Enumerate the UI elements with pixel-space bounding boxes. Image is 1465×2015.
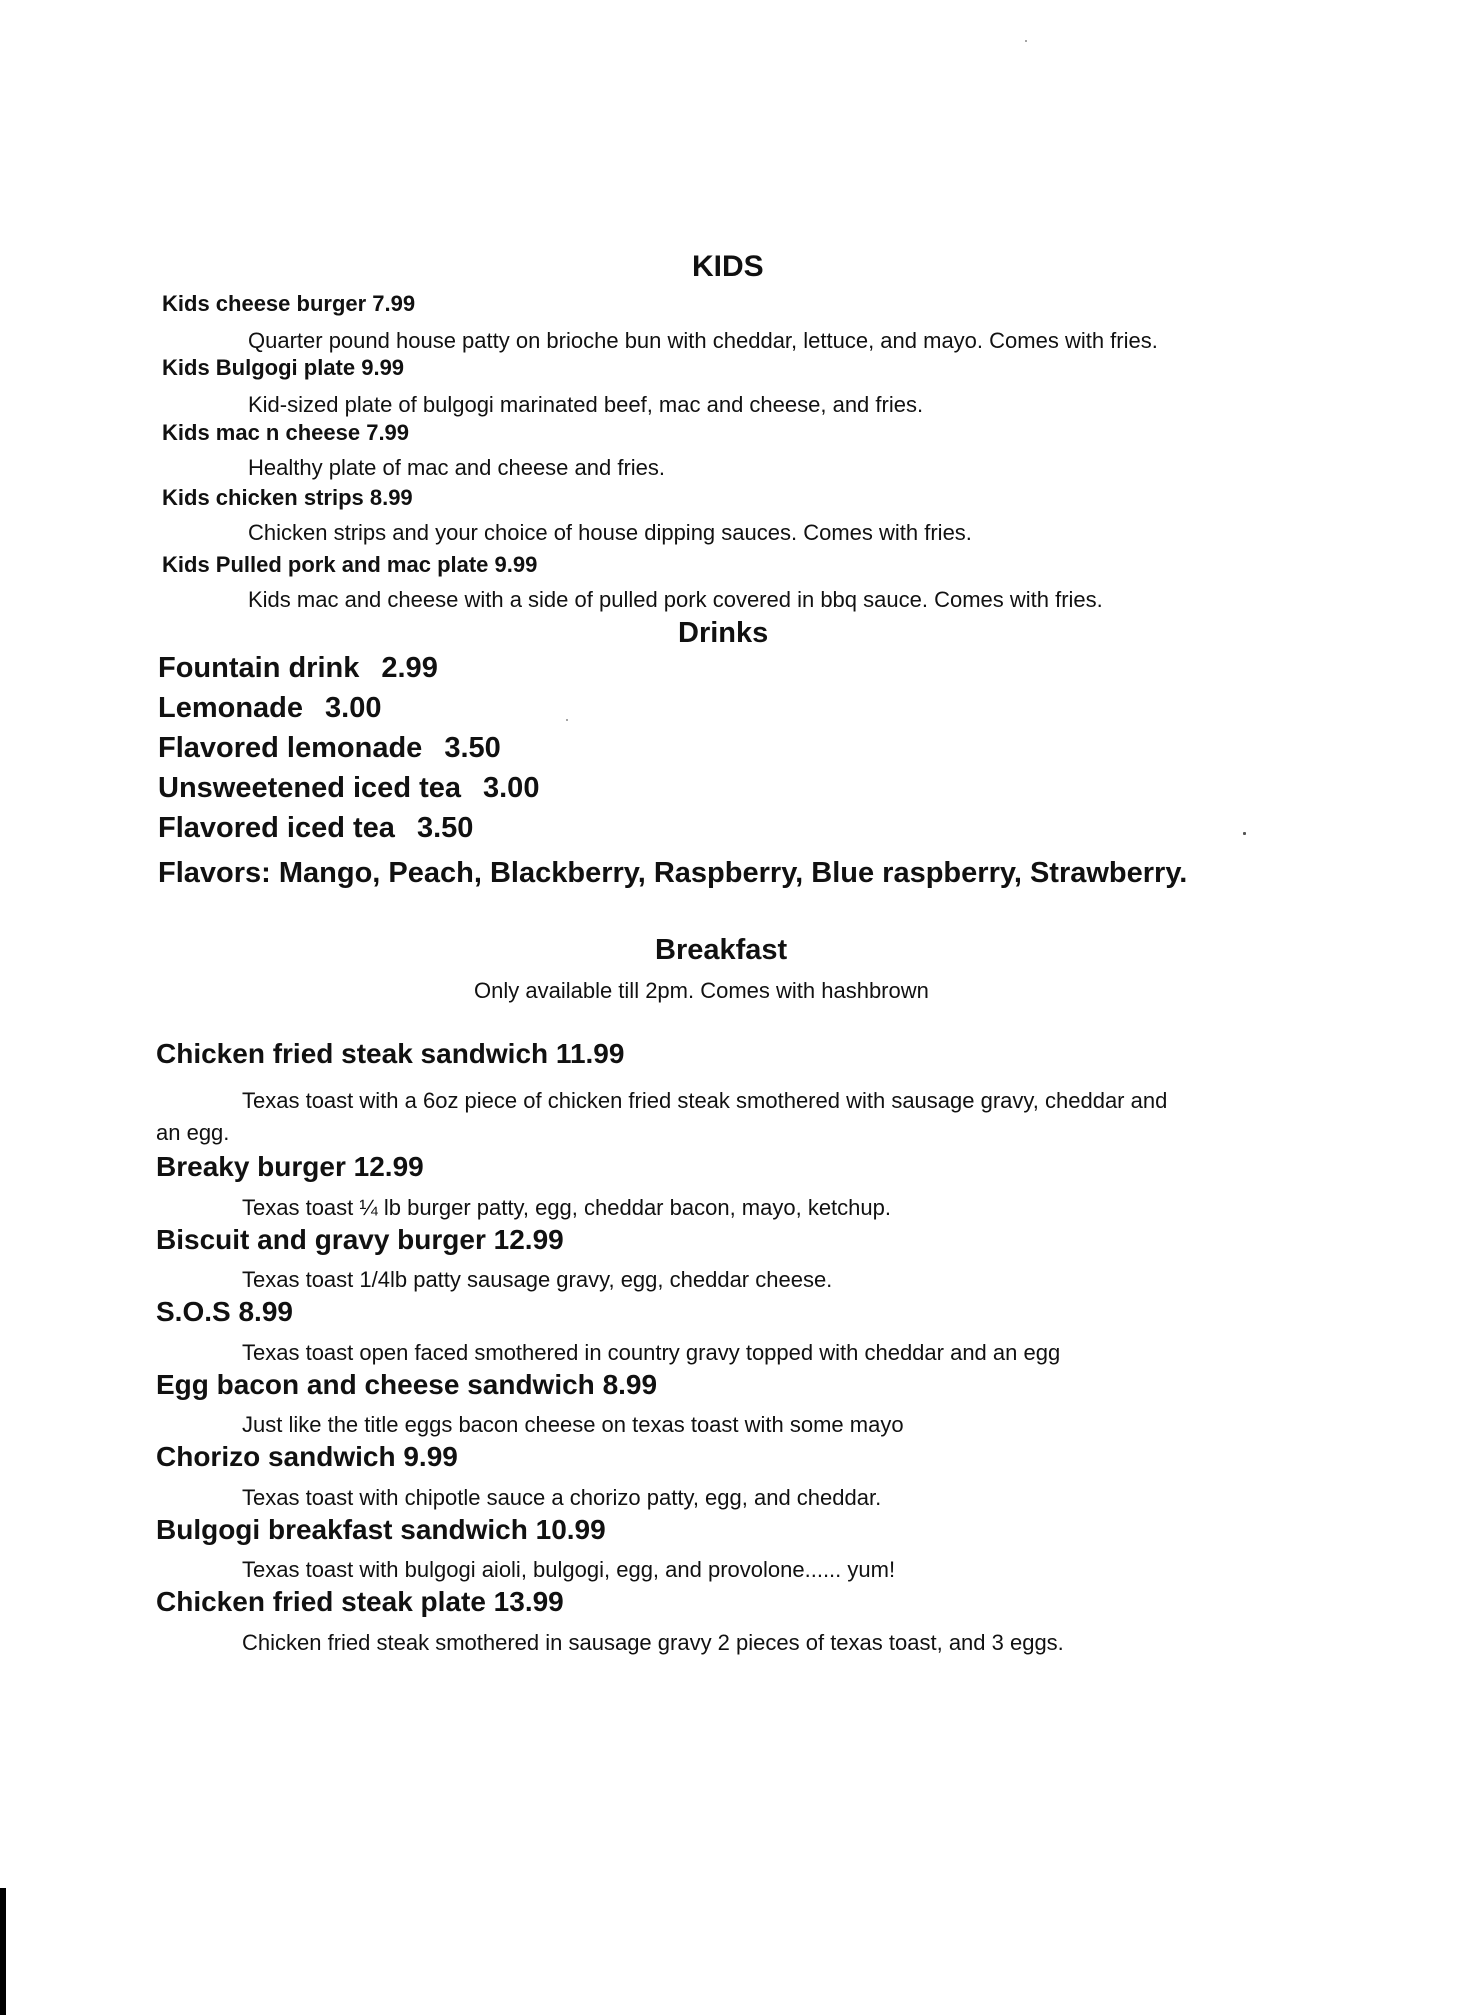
kids-item-desc: Kids mac and cheese with a side of pulled pork covered in bbq sauce. Comes with fries. — [248, 587, 1103, 612]
drink-name: Fountain drink — [158, 652, 360, 684]
drink-item — [158, 692, 381, 725]
kids-item-name: Kids mac n cheese 7.99 — [162, 420, 410, 445]
scan-edge-mark — [0, 1888, 6, 2015]
breakfast-item-desc: Texas toast 1/4lb patty sausage gravy, egg, cheddar cheese. — [242, 1267, 833, 1292]
scan-speck — [1243, 832, 1246, 835]
kids-item-name: Kids Bulgogi plate 9.99 — [162, 355, 405, 380]
drink-flavors: Flavors: Mango, Peach, Blackberry, Raspberry, Blue raspberry, Strawberry. — [158, 857, 1188, 889]
breakfast-item-name: Bulgogi breakfast sandwich 10.99 — [156, 1514, 606, 1545]
kids-item-name: Kids chicken strips 8.99 — [162, 485, 413, 510]
drink-price: 3.50 — [444, 732, 501, 764]
drink-price: 2.99 — [381, 652, 438, 684]
drink-item — [158, 772, 539, 805]
breakfast-item-desc: Texas toast with a 6oz piece of chicken fried steak smothered with sausage gravy, cheddar and — [242, 1088, 1168, 1113]
breakfast-item-desc: Texas toast open faced smothered in country gravy topped with cheddar and an egg — [242, 1340, 1061, 1365]
breakfast-item-desc: Just like the title eggs bacon cheese on texas toast with some mayo — [242, 1412, 904, 1437]
drink-item — [158, 652, 438, 685]
scan-speck — [1025, 40, 1027, 42]
kids-item-desc: Chicken strips and your choice of house dipping sauces. Comes with fries. — [248, 520, 972, 545]
breakfast-item-desc: Texas toast with chipotle sauce a chorizo patty, egg, and cheddar. — [242, 1485, 882, 1510]
breakfast-item-desc: Chicken fried steak smothered in sausage gravy 2 pieces of texas toast, and 3 eggs. — [242, 1630, 1064, 1655]
drink-price: 3.50 — [416, 812, 474, 844]
breakfast-item-name: Biscuit and gravy burger 12.99 — [156, 1224, 564, 1255]
breakfast-item-name: Breaky burger 12.99 — [156, 1151, 424, 1182]
kids-heading: KIDS — [692, 250, 764, 283]
kids-item-name: Kids cheese burger 7.99 — [162, 291, 416, 316]
breakfast-item-desc: Texas toast ¼ lb burger patty, egg, cheddar bacon, mayo, ketchup. — [242, 1195, 891, 1220]
breakfast-item-name: Chicken fried steak sandwich 11.99 — [156, 1038, 625, 1069]
drink-name: Lemonade — [158, 692, 304, 724]
drink-price: 3.00 — [325, 692, 382, 724]
scan-speck — [566, 719, 568, 721]
breakfast-note: Only available till 2pm. Comes with hashbrown — [474, 978, 929, 1003]
breakfast-item-name: Egg bacon and cheese sandwich 8.99 — [156, 1369, 658, 1400]
breakfast-heading: Breakfast — [655, 934, 788, 966]
drink-item — [158, 732, 501, 765]
drink-name: Flavored lemonade — [158, 732, 423, 764]
drink-name: Flavored iced tea — [158, 812, 395, 844]
breakfast-item-name: Chorizo sandwich 9.99 — [156, 1441, 458, 1472]
kids-item-desc: Quarter pound house patty on brioche bun with cheddar, lettuce, and mayo. Comes with fries. — [248, 328, 1158, 353]
drink-item — [158, 812, 473, 845]
breakfast-item-name: S.O.S 8.99 — [156, 1296, 293, 1327]
kids-item-desc: Kid-sized plate of bulgogi marinated beef, mac and cheese, and fries. — [248, 392, 924, 417]
drinks-heading: Drinks — [678, 617, 769, 649]
breakfast-item-name: Chicken fried steak plate 13.99 — [156, 1586, 564, 1617]
drink-price: 3.00 — [483, 772, 540, 804]
kids-item-desc: Healthy plate of mac and cheese and fries. — [248, 455, 666, 480]
kids-item-name: Kids Pulled pork and mac plate 9.99 — [162, 552, 538, 577]
breakfast-item-desc: Texas toast with bulgogi aioli, bulgogi, egg, and provolone...... yum! — [242, 1557, 896, 1582]
breakfast-item-desc-continued: an egg. — [156, 1120, 230, 1145]
drink-name: Unsweetened iced tea — [158, 772, 461, 804]
